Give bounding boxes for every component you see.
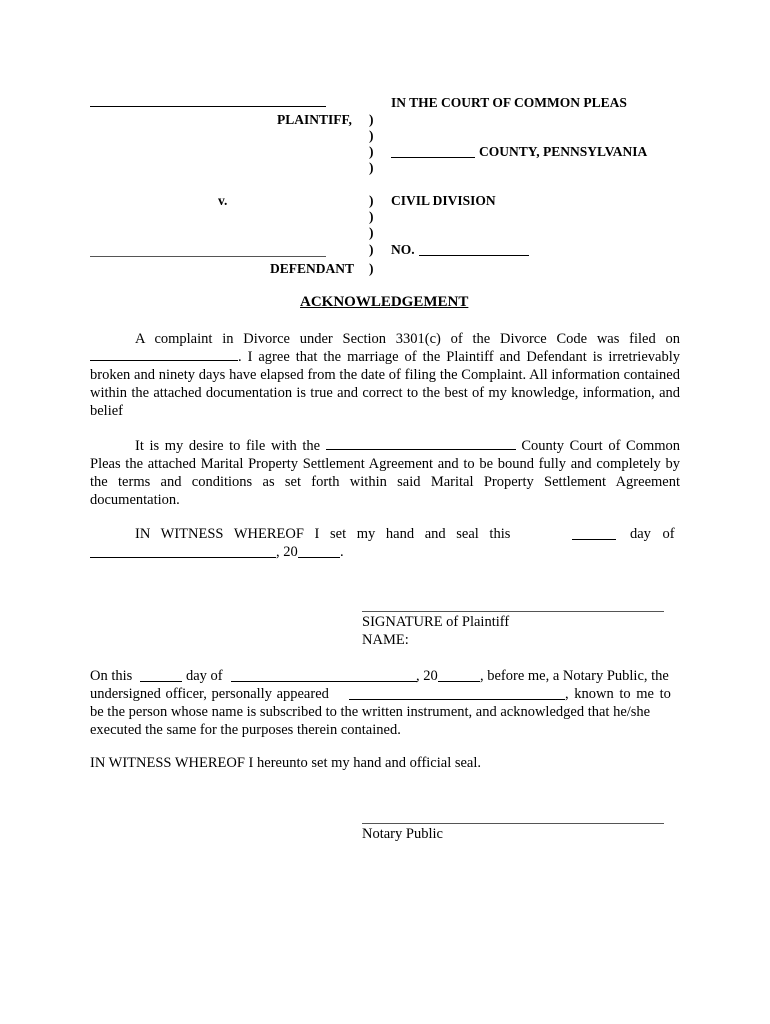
- paren-2: ): [369, 128, 374, 143]
- notary-line2-start: undersigned officer, personally appeared: [90, 686, 329, 702]
- county-label: COUNTY, PENNSYLVANIA: [479, 144, 648, 159]
- notary-line3: be the person whose name is subscribed to the written instrument, and acknowledged that he/she: [90, 704, 651, 720]
- signature-label: SIGNATURE of Plaintiff: [362, 614, 510, 630]
- paren-8: ): [369, 242, 374, 257]
- notary-day-of: day of: [186, 668, 223, 684]
- notary-public-label: Notary Public: [362, 826, 443, 842]
- witness-line-text: IN WITNESS WHEREOF I set my hand and seal this: [135, 526, 511, 542]
- paren-6: ): [369, 209, 374, 224]
- court-header: IN THE COURT OF COMMON PLEAS: [391, 95, 627, 110]
- paren-7: ): [369, 225, 374, 240]
- notary-witness-text: IN WITNESS WHEREOF I hereunto set my hand and official seal.: [90, 755, 482, 771]
- paragraph-1-line-1: [90, 330, 680, 348]
- plaintiff-label: PLAINTIFF,: [277, 112, 352, 127]
- paren-9: ): [369, 261, 374, 276]
- notary-year-blank[interactable]: [438, 669, 480, 682]
- number-label: NO.: [391, 242, 415, 257]
- witness-day-blank[interactable]: [572, 527, 616, 540]
- paren-4: ): [369, 160, 374, 175]
- civil-division-label: CIVIL DIVISION: [391, 193, 496, 208]
- witness-day-of: day of: [630, 526, 675, 542]
- p2-start-text: It is my desire to file with the: [135, 438, 321, 454]
- filing-date-blank[interactable]: [90, 348, 238, 361]
- p1-rest-text: . I agree that the marriage of the Plaintiff and Defendant is irretrievably broken and ninety days have elapsed from the date of filing the Complaint. All information contained within the attached documentation is true and correct to the best of my knowledge, information, and belief: [90, 349, 680, 419]
- name-label: NAME:: [362, 632, 409, 648]
- p1-start-text: A complaint in Divorce under Section 3301(c) of the Divorce Code was filed on: [135, 331, 680, 347]
- notary-day-blank[interactable]: [140, 669, 182, 682]
- p2-rest-text: County Court of Common Pleas the attached Marital Property Settlement Agreement and to be bound fully and completely by the terms and conditions as set forth within said Marital Property Settlement Agreement documentation.: [90, 438, 681, 508]
- paragraph-2-body: [90, 437, 680, 509]
- defendant-name-line[interactable]: [90, 256, 326, 257]
- witness-month-blank[interactable]: [90, 545, 276, 558]
- notary-person-blank[interactable]: [349, 687, 565, 700]
- defendant-label: DEFENDANT: [270, 261, 355, 276]
- notary-before-me: , before me, a Notary Public, the: [480, 668, 669, 684]
- versus-label: v.: [218, 193, 228, 208]
- notary-signature-line[interactable]: [362, 823, 664, 824]
- plaintiff-name-line[interactable]: [90, 106, 326, 107]
- witness-period: .: [340, 544, 344, 560]
- paren-3: ): [369, 144, 374, 159]
- notary-year-prefix: , 20: [416, 668, 438, 684]
- notary-line4: executed the same for the purposes therein contained.: [90, 722, 401, 738]
- notary-month-blank[interactable]: [231, 669, 417, 682]
- plaintiff-signature-line[interactable]: [362, 611, 664, 612]
- county-name-line[interactable]: [391, 157, 475, 158]
- paren-5: ): [369, 193, 374, 208]
- case-number-line[interactable]: [419, 255, 529, 256]
- paren-1: ): [369, 112, 374, 127]
- notary-line2-end: , known to me to: [565, 686, 671, 702]
- county-court-blank[interactable]: [326, 437, 516, 450]
- witness-year-blank[interactable]: [298, 545, 340, 558]
- witness-year-prefix: , 20: [276, 544, 298, 560]
- paragraph-1-body: [90, 348, 680, 420]
- notary-on-this: On this: [90, 668, 133, 684]
- document-title: ACKNOWLEDGEMENT: [300, 294, 469, 310]
